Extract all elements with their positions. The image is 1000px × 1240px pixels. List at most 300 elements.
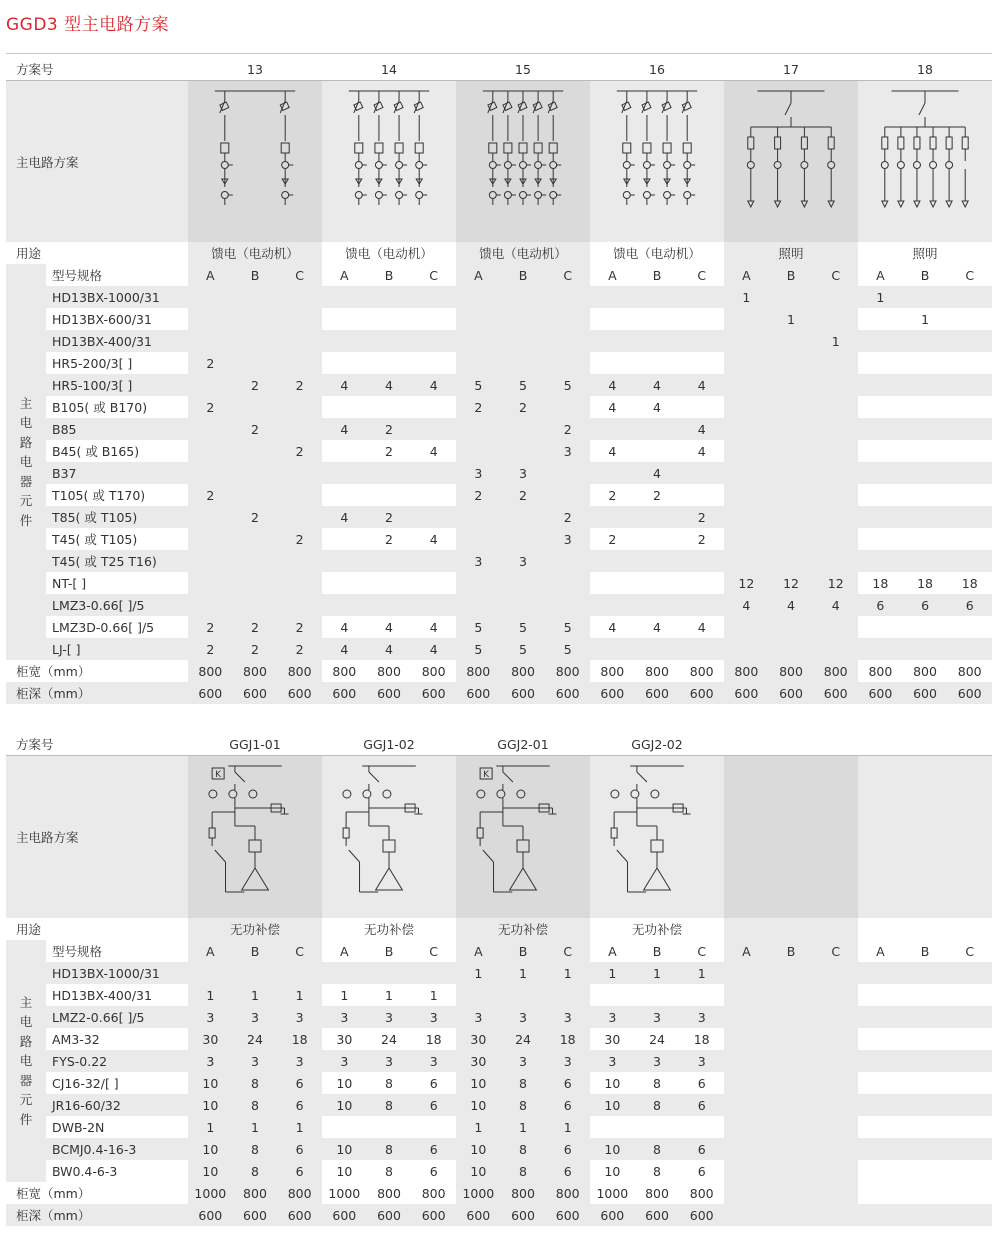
component-qty xyxy=(367,352,412,374)
component-row xyxy=(6,506,992,528)
component-name: JR16-60/32 xyxy=(52,1097,121,1113)
component-qty xyxy=(188,462,233,484)
variant-label: A xyxy=(188,940,233,962)
component-qty xyxy=(635,528,680,550)
cabinet-width-value xyxy=(903,1182,948,1204)
circuit-diagram-cell xyxy=(188,756,322,918)
group-label-char: 器 xyxy=(19,473,33,489)
component-qty xyxy=(590,462,635,484)
component-qty xyxy=(367,286,412,308)
component-qty xyxy=(322,572,367,594)
component-qty xyxy=(947,330,992,352)
current-transformer-icon xyxy=(930,162,937,169)
component-qty xyxy=(322,1116,367,1138)
cabinet-width-value: 800 xyxy=(233,1182,278,1204)
component-qty xyxy=(769,638,814,660)
group-label-char: 器 xyxy=(19,1072,33,1088)
component-qty: 3 xyxy=(277,1006,322,1028)
component-qty xyxy=(233,440,278,462)
relay-icon xyxy=(281,143,289,153)
component-qty xyxy=(367,550,412,572)
cabinet-width-value: 800 xyxy=(277,660,322,682)
arrow-down-icon xyxy=(930,201,936,207)
component-name: HD13BX-600/31 xyxy=(52,311,152,327)
component-qty xyxy=(545,286,590,308)
component-qty: 4 xyxy=(653,619,661,635)
component-name: T85( 或 T105) xyxy=(52,510,138,525)
component-qty xyxy=(947,484,992,506)
component-qty xyxy=(635,638,680,660)
variant-label: B xyxy=(652,943,662,959)
component-qty: 10 xyxy=(456,1138,501,1160)
component-qty xyxy=(545,984,590,1006)
cabinet-depth-value: 600 xyxy=(277,1204,322,1226)
cabinet-depth-value: 600 xyxy=(645,685,669,701)
current-transformer-icon xyxy=(355,192,362,199)
component-qty xyxy=(858,1072,903,1094)
component-qty: 1 xyxy=(608,965,617,981)
component-qty xyxy=(590,984,635,1006)
component-qty: 10 xyxy=(336,1163,353,1179)
component-qty: 18 xyxy=(545,1028,590,1050)
component-qty xyxy=(947,1028,992,1050)
cabinet-depth-value: 600 xyxy=(600,685,625,701)
component-qty xyxy=(903,962,948,984)
component-qty xyxy=(769,1072,814,1094)
compensation-diagram xyxy=(477,766,557,892)
variant-label: C xyxy=(965,267,975,283)
component-qty xyxy=(769,1050,814,1072)
component-qty xyxy=(277,550,322,572)
cabinet-width-value: 800 xyxy=(188,660,233,682)
component-qty xyxy=(590,1116,635,1138)
cabinet-width-value: 800 xyxy=(600,663,625,679)
component-qty: 4 xyxy=(340,509,349,525)
group-label-char: 元 xyxy=(19,493,33,509)
component-qty: 18 xyxy=(277,1028,322,1050)
component-row xyxy=(6,1072,992,1094)
component-qty: 6 xyxy=(921,597,930,613)
component-qty xyxy=(545,330,590,352)
relay-icon xyxy=(221,143,229,153)
component-qty xyxy=(233,330,278,352)
component-qty: 8 xyxy=(233,1160,278,1182)
component-qty xyxy=(411,506,456,528)
component-qty xyxy=(903,506,948,528)
group-label-char: 元 xyxy=(19,1092,33,1108)
current-transformer-icon xyxy=(913,162,920,169)
fuse-icon xyxy=(828,137,834,149)
component-qty xyxy=(679,286,724,308)
component-qty xyxy=(813,440,858,462)
component-qty: 3 xyxy=(429,1053,438,1069)
component-qty: 2 xyxy=(188,616,233,638)
component-qty xyxy=(724,528,769,550)
component-qty: 4 xyxy=(385,377,393,393)
usage-label: 用途 xyxy=(16,246,42,261)
component-qty: 10 xyxy=(604,1163,621,1179)
component-qty xyxy=(277,962,322,984)
component-qty xyxy=(590,550,635,572)
variant-label: C xyxy=(813,264,858,286)
component-qty xyxy=(724,440,769,462)
cabinet-width-value: 800 xyxy=(277,1182,322,1204)
component-qty: 30 xyxy=(336,1031,353,1047)
circuit-diagram xyxy=(724,81,858,242)
variant-label: C xyxy=(277,940,322,962)
usage-value: 照明 xyxy=(724,242,858,264)
cabinet-width-value: 800 xyxy=(332,663,357,679)
component-qty xyxy=(903,440,948,462)
component-row xyxy=(6,440,992,462)
component-qty xyxy=(858,506,903,528)
component-qty xyxy=(724,352,769,374)
component-qty: 2 xyxy=(233,638,278,660)
group-label-char: 路 xyxy=(19,1033,33,1049)
cabinet-width-row xyxy=(6,660,992,682)
component-qty: 3 xyxy=(385,1053,393,1069)
relay-icon xyxy=(643,143,651,153)
component-qty xyxy=(590,330,635,352)
current-transformer-icon xyxy=(282,162,289,169)
component-qty xyxy=(769,1116,814,1138)
component-qty: 4 xyxy=(385,641,393,657)
component-qty: 5 xyxy=(501,374,546,396)
component-qty xyxy=(367,484,412,506)
relay-icon xyxy=(519,143,527,153)
component-qty xyxy=(769,330,814,352)
component-qty xyxy=(456,528,501,550)
component-qty: 30 xyxy=(604,1031,621,1047)
component-qty xyxy=(367,396,412,418)
component-qty xyxy=(635,352,680,374)
component-qty xyxy=(724,484,769,506)
cabinet-width-label: 柜宽（mm） xyxy=(16,664,91,679)
component-qty: 6 xyxy=(545,1072,590,1094)
component-qty xyxy=(456,418,501,440)
component-name: HR5-200/3[ ] xyxy=(52,355,133,371)
component-row xyxy=(6,1028,992,1050)
component-name: LMZ2-0.66[ ]/5 xyxy=(52,1009,145,1025)
scheme-table-1 xyxy=(6,58,992,708)
contactor-icon xyxy=(651,840,663,852)
feeder-diagram xyxy=(215,91,295,205)
switch-blade xyxy=(369,772,379,782)
component-qty xyxy=(858,616,903,638)
scheme-number: 16 xyxy=(649,61,665,77)
relay-icon xyxy=(549,143,557,153)
component-qty xyxy=(724,418,769,440)
component-qty xyxy=(545,484,590,506)
component-qty xyxy=(947,462,992,484)
circuit-diagram xyxy=(590,81,724,242)
current-transformer-icon xyxy=(550,162,557,169)
arrow-down-icon xyxy=(828,201,834,207)
variant-label: B xyxy=(769,264,814,286)
component-qty xyxy=(858,484,903,506)
component-qty: 3 xyxy=(340,1009,349,1025)
component-qty xyxy=(635,594,680,616)
component-row xyxy=(6,550,992,572)
component-row xyxy=(6,528,992,550)
component-row xyxy=(6,352,992,374)
current-transformer-icon xyxy=(249,790,257,798)
cabinet-depth-value: 600 xyxy=(645,1207,669,1223)
group-label-char: 电 xyxy=(19,1014,33,1030)
component-qty: 2 xyxy=(385,443,393,459)
component-qty: 2 xyxy=(233,374,278,396)
component-name: B105( 或 B170) xyxy=(52,400,148,415)
relay-icon xyxy=(623,143,631,153)
component-qty xyxy=(456,572,501,594)
component-qty xyxy=(813,1072,858,1094)
cabinet-depth-label: 柜深（mm） xyxy=(16,1208,91,1223)
component-qty: 2 xyxy=(608,531,617,547)
component-qty xyxy=(590,418,635,440)
component-qty xyxy=(456,984,501,1006)
fuse-icon xyxy=(914,137,920,149)
component-row xyxy=(6,594,992,616)
component-qty xyxy=(411,462,456,484)
group-label-char: 电 xyxy=(19,415,33,431)
component-qty xyxy=(769,374,814,396)
component-qty xyxy=(858,638,903,660)
component-qty xyxy=(277,286,322,308)
component-qty: 1 xyxy=(233,1116,278,1138)
capacitor-bank-icon xyxy=(376,868,403,890)
component-qty: 10 xyxy=(336,1075,353,1091)
component-qty: 2 xyxy=(545,506,590,528)
scheme-number xyxy=(724,733,858,755)
switch-blade xyxy=(637,772,647,782)
component-qty: 8 xyxy=(653,1097,661,1113)
component-qty: 2 xyxy=(277,440,322,462)
component-name: LMZ3-0.66[ ]/5 xyxy=(52,597,145,613)
component-qty: 4 xyxy=(385,619,393,635)
component-qty: 1 xyxy=(697,965,706,981)
current-transformer-icon xyxy=(881,162,888,169)
current-transformer-icon xyxy=(801,162,808,169)
component-qty: 4 xyxy=(769,594,814,616)
relay-icon xyxy=(663,143,671,153)
component-qty xyxy=(367,594,412,616)
component-qty xyxy=(724,374,769,396)
component-qty xyxy=(724,638,769,660)
component-qty xyxy=(545,396,590,418)
component-qty xyxy=(233,962,278,984)
component-qty: 18 xyxy=(872,575,889,591)
component-qty: 12 xyxy=(724,572,769,594)
current-transformer-icon xyxy=(651,790,659,798)
component-qty xyxy=(501,572,546,594)
scheme-number-label: 方案号 xyxy=(16,737,54,752)
scheme-number-row xyxy=(6,733,992,755)
component-qty xyxy=(724,506,769,528)
fuse-icon xyxy=(209,828,215,838)
variant-label: B xyxy=(233,940,278,962)
cabinet-width-value: 800 xyxy=(813,660,858,682)
component-qty xyxy=(903,984,948,1006)
variant-label: A xyxy=(876,943,885,959)
component-name: HD13BX-1000/31 xyxy=(52,289,160,305)
component-qty: 2 xyxy=(188,638,233,660)
component-qty xyxy=(501,506,546,528)
variant-label: C xyxy=(813,940,858,962)
component-qty xyxy=(724,1094,769,1116)
component-name: HD13BX-1000/31 xyxy=(52,965,160,981)
component-qty xyxy=(545,594,590,616)
current-transformer-icon xyxy=(684,162,691,169)
current-transformer-icon xyxy=(504,162,511,169)
component-qty xyxy=(367,1116,412,1138)
component-group-label xyxy=(6,264,46,660)
component-qty xyxy=(769,484,814,506)
component-qty xyxy=(501,308,546,330)
switch-blade xyxy=(215,850,226,862)
switch-blade xyxy=(785,103,791,115)
component-qty: 2 xyxy=(277,374,322,396)
component-qty xyxy=(903,1160,948,1182)
component-qty: 3 xyxy=(697,1009,706,1025)
cabinet-depth-value: 600 xyxy=(421,685,446,701)
relay-icon xyxy=(375,143,383,153)
component-qty xyxy=(501,418,546,440)
current-transformer-icon xyxy=(221,192,228,199)
group-label-char: 主 xyxy=(19,994,33,1010)
component-qty: 10 xyxy=(336,1141,353,1157)
component-qty: 6 xyxy=(545,1094,590,1116)
component-qty xyxy=(947,506,992,528)
usage-value xyxy=(724,918,858,940)
component-qty xyxy=(858,330,903,352)
component-row xyxy=(6,330,992,352)
variant-label: A xyxy=(340,267,349,283)
cabinet-width-value: 1000 xyxy=(456,1182,501,1204)
cabinet-depth-value: 600 xyxy=(456,682,501,704)
component-name: AM3-32 xyxy=(52,1031,100,1047)
cabinet-depth-value: 600 xyxy=(233,1204,278,1226)
component-qty xyxy=(858,462,903,484)
component-qty: 2 xyxy=(501,484,546,506)
component-qty: 8 xyxy=(233,1138,278,1160)
component-qty: 3 xyxy=(545,1050,590,1072)
component-qty: 5 xyxy=(545,638,590,660)
circuit-diagram-cell xyxy=(188,81,322,242)
component-qty xyxy=(813,286,858,308)
k-label: K xyxy=(483,770,490,780)
component-name: NT-[ ] xyxy=(52,575,87,591)
diagram-row xyxy=(6,81,992,242)
variant-label: C xyxy=(697,267,707,283)
component-qty xyxy=(947,638,992,660)
group-label-char: 件 xyxy=(19,1111,33,1127)
component-qty: 3 xyxy=(233,1050,278,1072)
component-qty: 2 xyxy=(188,352,233,374)
component-qty xyxy=(947,440,992,462)
cabinet-width-value: 800 xyxy=(957,663,982,679)
group-label-char: 电 xyxy=(19,1053,33,1069)
component-qty xyxy=(501,528,546,550)
component-qty xyxy=(679,550,724,572)
cabinet-depth-value xyxy=(724,1204,769,1226)
component-qty xyxy=(947,528,992,550)
fuse-icon xyxy=(611,828,617,838)
component-qty xyxy=(724,962,769,984)
component-qty xyxy=(188,550,233,572)
capacitor-bank-icon xyxy=(644,868,671,890)
variant-label: B xyxy=(920,267,930,283)
current-transformer-icon xyxy=(497,790,505,798)
component-qty: 3 xyxy=(188,1006,233,1028)
component-name: HD13BX-400/31 xyxy=(52,987,152,1003)
relay-icon xyxy=(395,143,403,153)
arrow-down-icon xyxy=(898,201,904,207)
component-qty xyxy=(679,352,724,374)
component-qty xyxy=(501,352,546,374)
component-qty: 4 xyxy=(813,594,858,616)
variant-label: A xyxy=(456,264,501,286)
component-qty: 4 xyxy=(429,619,438,635)
component-qty: 6 xyxy=(697,1075,706,1091)
component-qty xyxy=(501,286,546,308)
model-label: 型号规格 xyxy=(52,268,103,283)
component-qty xyxy=(813,638,858,660)
component-qty xyxy=(679,484,724,506)
component-qty xyxy=(813,1138,858,1160)
component-row xyxy=(6,616,992,638)
component-qty xyxy=(813,1006,858,1028)
component-qty xyxy=(277,352,322,374)
current-transformer-icon xyxy=(643,162,650,169)
variant-label: B xyxy=(652,267,662,283)
component-qty xyxy=(679,1116,724,1138)
component-qty: 1 xyxy=(501,962,546,984)
component-qty: 6 xyxy=(697,1097,706,1113)
component-qty xyxy=(277,572,322,594)
cabinet-width-value: 800 xyxy=(421,1185,446,1201)
current-transformer-icon xyxy=(631,790,639,798)
scheme-number: 15 xyxy=(515,61,531,77)
component-qty xyxy=(188,528,233,550)
cabinet-depth-value: 600 xyxy=(600,1207,625,1223)
component-qty: 6 xyxy=(429,1163,438,1179)
component-qty xyxy=(769,1094,814,1116)
component-qty xyxy=(858,308,903,330)
component-qty xyxy=(813,506,858,528)
component-qty: 10 xyxy=(604,1097,621,1113)
component-qty xyxy=(724,396,769,418)
component-qty: 6 xyxy=(429,1075,438,1091)
component-qty xyxy=(947,1138,992,1160)
component-qty xyxy=(322,594,367,616)
usage-value: 照明 xyxy=(912,246,938,261)
component-row xyxy=(6,1116,992,1138)
component-qty xyxy=(545,550,590,572)
component-qty: 1 xyxy=(724,286,769,308)
component-qty: 5 xyxy=(545,616,590,638)
component-qty xyxy=(590,286,635,308)
circuit-diagram xyxy=(858,756,992,918)
usage-value: 无功补偿 xyxy=(631,922,682,937)
component-qty: 1 xyxy=(456,962,501,984)
component-qty xyxy=(903,1006,948,1028)
component-qty: 4 xyxy=(608,399,617,415)
current-transformer-icon xyxy=(611,790,619,798)
component-qty: 3 xyxy=(456,462,501,484)
component-qty xyxy=(456,506,501,528)
scheme-number: GGJ1-01 xyxy=(229,736,281,752)
model-header-row xyxy=(6,940,992,962)
